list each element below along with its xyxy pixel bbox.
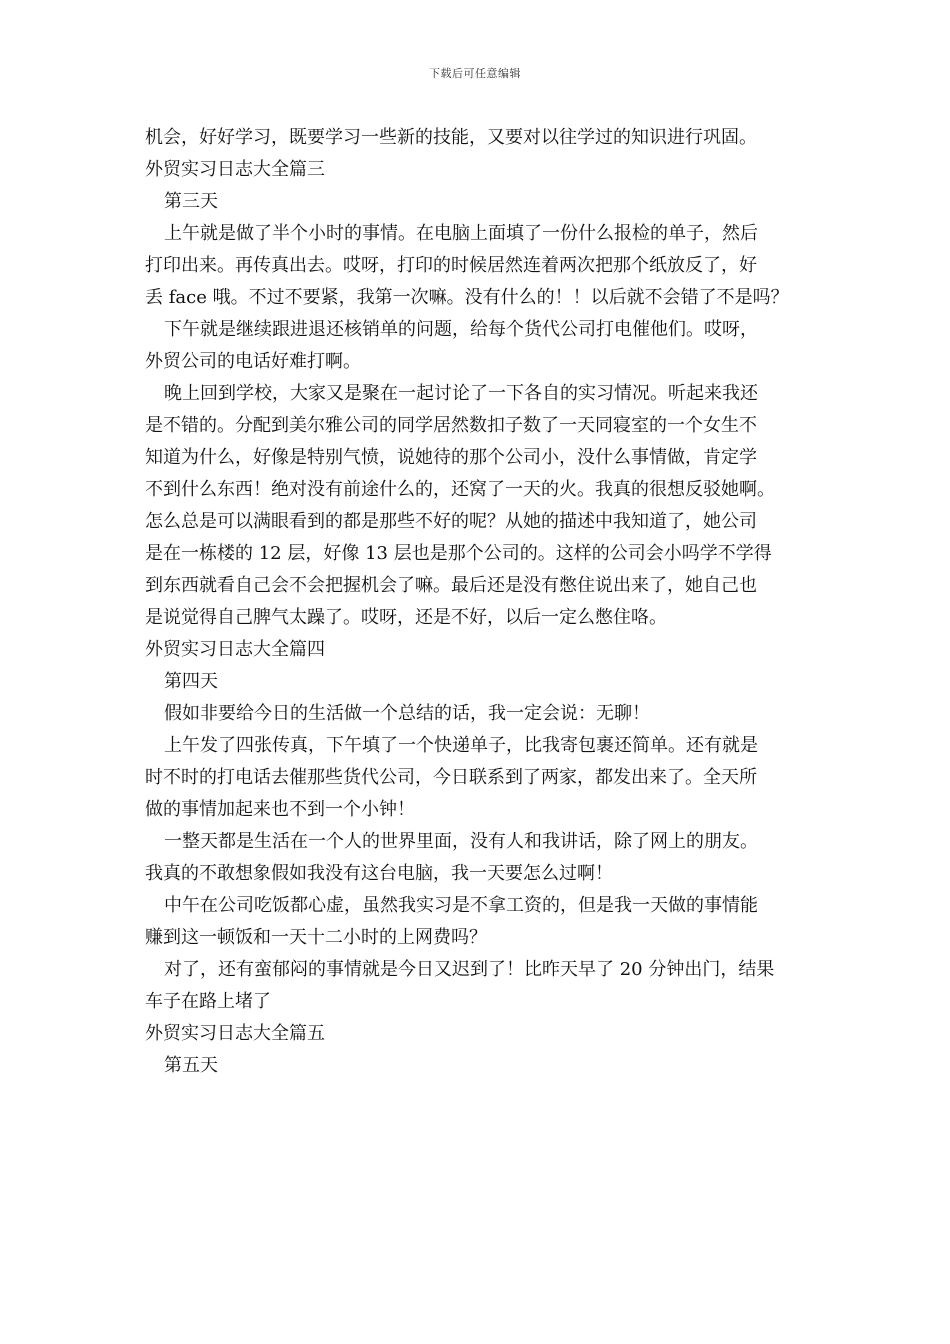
text-line: 第四天	[164, 671, 218, 692]
text-line: 时不时的打电话去催那些货代公司，今日联系到了两家，都发出来了。全天所	[145, 767, 757, 788]
text-line: 对了，还有蛮郁闷的事情就是今日又迟到了！比昨天早了 20 分钟出门，结果	[164, 959, 775, 980]
page-header: 下载后可任意编辑	[429, 67, 521, 80]
text-line: 车子在路上堵了	[145, 991, 271, 1012]
text-line: 一整天都是生活在一个人的世界里面，没有人和我讲话，除了网上的朋友。	[164, 831, 758, 852]
section-heading: 外贸实习日志大全篇三	[145, 159, 325, 180]
text-line: 赚到这一顿饭和一天十二小时的上网费吗？	[145, 927, 487, 948]
text-line: 中午在公司吃饭都心虚，虽然我实习是不拿工资的，但是我一天做的事情能	[164, 895, 758, 916]
text-line: 第五天	[164, 1055, 218, 1076]
section-heading: 外贸实习日志大全篇四	[145, 639, 325, 660]
text-line: 知道为什么，好像是特别气愤，说她待的那个公司小，没什么事情做，肯定学	[145, 447, 757, 468]
text-line: 是说觉得自己脾气太躁了。哎呀，还是不好，以后一定么憋住咯。	[145, 607, 667, 628]
text-line: 是在一栋楼的 12 层，好像 13 层也是那个公司的。这样的公司会小吗学不学得	[145, 543, 772, 564]
text-line: 假如非要给今日的生活做一个总结的话，我一定会说：无聊！	[164, 703, 650, 724]
text-line: 做的事情加起来也不到一个小钟！	[145, 799, 415, 820]
text-line: 怎么总是可以满眼看到的都是那些不好的呢？从她的描述中我知道了，她公司	[145, 511, 757, 532]
section-heading: 外贸实习日志大全篇五	[145, 1023, 325, 1044]
text-line: 丢 face 哦。不过不要紧，我第一次嘛。没有什么的！！以后就不会错了不是吗？	[145, 287, 789, 308]
text-line: 晚上回到学校，大家又是聚在一起讨论了一下各自的实习情况。听起来我还	[164, 383, 758, 404]
text-line: 上午发了四张传真，下午填了一个快递单子，比我寄包裹还简单。还有就是	[164, 735, 758, 756]
text-line: 是不错的。分配到美尔雅公司的同学居然数扣子数了一天同寝室的一个女生不	[145, 415, 757, 436]
text-line: 到东西就看自己会不会把握机会了嘛。最后还是没有憋住说出来了，她自己也	[145, 575, 757, 596]
text-line: 外贸公司的电话好难打啊。	[145, 351, 361, 372]
text-line: 打印出来。再传真出去。哎呀，打印的时候居然连着两次把那个纸放反了，好	[145, 255, 757, 276]
text-line: 我真的不敢想象假如我没有这台电脑，我一天要怎么过啊！	[145, 863, 613, 884]
text-line: 下午就是继续跟进退还核销单的问题，给每个货代公司打电催他们。哎呀，	[164, 319, 758, 340]
text-line: 上午就是做了半个小时的事情。在电脑上面填了一份什么报检的单子，然后	[164, 223, 758, 244]
text-line: 不到什么东西！绝对没有前途什么的，还窝了一天的火。我真的很想反驳她啊。	[145, 479, 775, 500]
text-line: 机会，好好学习，既要学习一些新的技能，又要对以往学过的知识进行巩固。	[145, 127, 757, 148]
document-body	[145, 122, 825, 1082]
text-line: 第三天	[164, 191, 218, 212]
